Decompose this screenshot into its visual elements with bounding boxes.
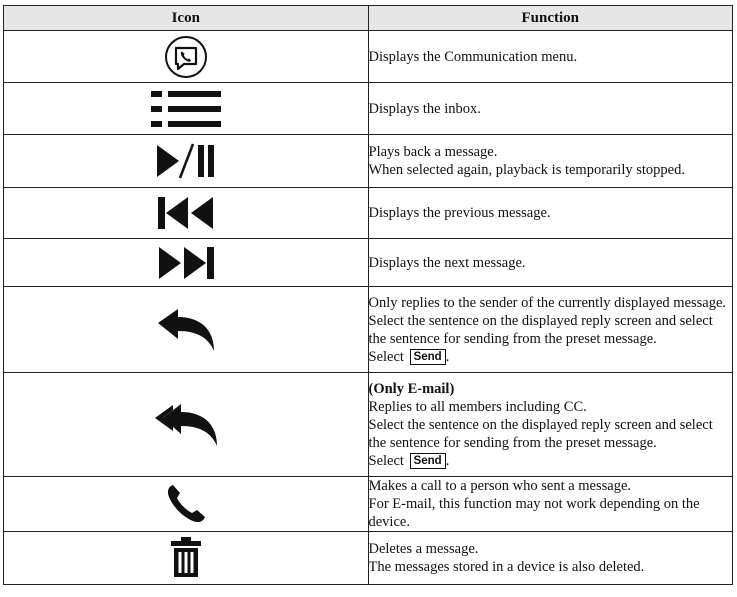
function-line: Only replies to the sender of the currently displayed message. (368, 294, 727, 311)
function-line: Displays the previous message. (368, 205, 551, 221)
icon-cell (4, 31, 369, 83)
function-cell (368, 532, 733, 585)
function-cell (368, 287, 733, 373)
previous-track-icon (157, 196, 215, 230)
table-row (4, 31, 733, 83)
table-row (4, 188, 733, 239)
send-label: Send (410, 453, 446, 469)
function-line: The messages stored in a device is also deleted. (368, 559, 645, 575)
icon-cell (4, 373, 369, 477)
icon-function-table (3, 5, 733, 585)
function-line: Displays the inbox. (368, 100, 481, 117)
header-icon: Icon (4, 6, 369, 31)
select-suffix: . (445, 452, 450, 469)
function-line: Displays the next message. (368, 254, 526, 271)
icon-cell (4, 287, 369, 373)
communication-menu-icon (164, 35, 208, 79)
table-header-row (4, 6, 733, 31)
select-prefix: Select (368, 348, 404, 365)
header-function: Function (368, 6, 733, 31)
reply-all-icon (153, 402, 219, 448)
select-send-line (369, 348, 733, 366)
next-track-icon (157, 246, 215, 280)
select-prefix: Select (368, 452, 404, 469)
icon-cell (4, 532, 369, 585)
function-line: For E-mail, this function may not work depending on the device. (368, 496, 700, 530)
function-line: Deletes a message. (368, 541, 479, 557)
icon-cell (4, 83, 369, 135)
table-row (4, 373, 733, 477)
send-label: Send (410, 349, 446, 365)
inbox-list-icon (151, 91, 221, 127)
function-cell (368, 188, 733, 239)
trash-icon (170, 537, 202, 579)
function-line: Select the sentence on the displayed reply screen and select the sentence for sending from the preset message. (368, 312, 713, 347)
table-row (4, 239, 733, 287)
reply-icon (156, 307, 216, 353)
function-line: When selected again, playback is temporarily stopped. (368, 162, 685, 178)
function-cell (368, 477, 733, 532)
icon-cell (4, 239, 369, 287)
select-suffix: . (445, 348, 450, 365)
function-line: Select the sentence on the displayed reply screen and select the sentence for sending from the preset message. (368, 416, 713, 451)
function-line: Plays back a message. (368, 144, 498, 160)
function-cell (368, 239, 733, 287)
phone-icon (165, 483, 207, 525)
table-row (4, 477, 733, 532)
icon-cell (4, 188, 369, 239)
table-row (4, 532, 733, 585)
table-row (4, 135, 733, 188)
select-send-line (369, 452, 733, 470)
function-line: Makes a call to a person who sent a message. (368, 478, 632, 494)
play-pause-icon (155, 142, 217, 180)
function-cell (368, 135, 733, 188)
function-line: Displays the Communication menu. (368, 48, 578, 65)
function-cell (368, 83, 733, 135)
function-cell (368, 31, 733, 83)
function-heading: (Only E-mail) (368, 380, 455, 397)
icon-cell (4, 477, 369, 532)
table-row (4, 83, 733, 135)
function-line: Replies to all members including CC. (368, 398, 587, 415)
icon-cell (4, 135, 369, 188)
function-cell (368, 373, 733, 477)
table-row (4, 287, 733, 373)
